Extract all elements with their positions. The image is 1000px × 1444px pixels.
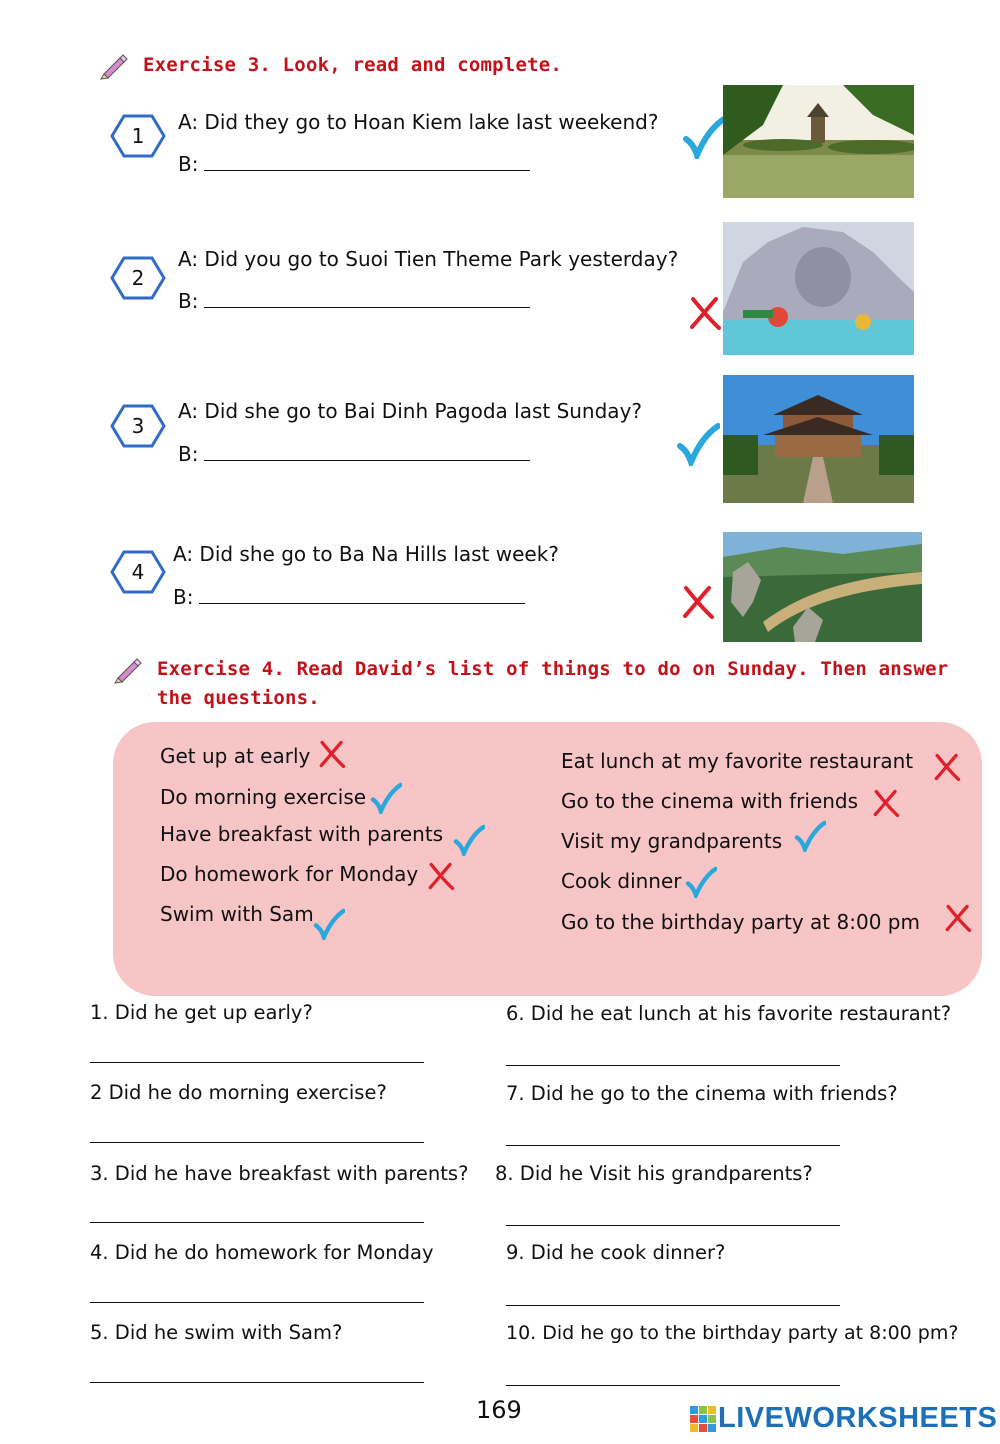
answer-4-row: [173, 583, 525, 609]
todo-item: Have breakfast with parents: [160, 822, 444, 846]
todo-item: Go to the birthday party at 8:00 pm: [561, 910, 920, 934]
checkmark-icon: [685, 866, 717, 898]
checkmark-icon: [794, 820, 826, 852]
answer-line[interactable]: [90, 1222, 424, 1223]
question-2-text: 2 Did he do morning exercise?: [90, 1081, 387, 1104]
checkmark-icon: [370, 782, 402, 814]
checkmark-icon: [313, 908, 345, 940]
liveworksheets-logo-icon: [690, 1406, 716, 1432]
todo-item: Go to the cinema with friends: [561, 789, 859, 813]
question-6-text: 6. Did he eat lunch at his favorite restaurant?: [506, 1002, 952, 1025]
answer-prefix: B:: [173, 585, 194, 609]
cross-icon: [318, 740, 346, 768]
pencil-icon: [98, 50, 128, 80]
answer-prefix: B:: [178, 442, 199, 466]
checkmark-icon: [682, 115, 726, 159]
checkmark-icon: [676, 422, 720, 466]
cross-icon: [681, 585, 715, 619]
bai-dinh-pagoda-photo: [723, 375, 914, 503]
exercise4-title-line2: the questions.: [157, 687, 320, 709]
answer-line[interactable]: [506, 1225, 840, 1226]
exercise4-title-line1: Exercise 4. Read David’s list of things to do on Sunday. Then answer: [157, 658, 949, 680]
number-4-hexagon: 4: [110, 550, 166, 594]
todo-item: Swim with Sam: [160, 902, 314, 926]
question-1-text: 1. Did he get up early?: [90, 1001, 313, 1024]
pencil-icon: [112, 654, 142, 684]
answer-4-blank[interactable]: [199, 583, 525, 604]
answer-3-blank[interactable]: [204, 440, 530, 461]
question-2: A: Did you go to Suoi Tien Theme Park yesterday?: [178, 247, 679, 271]
todo-item: Visit my grandparents: [561, 829, 783, 853]
question-9-text: 9. Did he cook dinner?: [506, 1241, 726, 1264]
todo-item: Get up at early: [160, 744, 311, 768]
answer-line[interactable]: [90, 1382, 424, 1383]
question-5-text: 5. Did he swim with Sam?: [90, 1321, 343, 1344]
exercise3-title: Exercise 3. Look, read and complete.: [143, 54, 563, 76]
question-4-text: 4. Did he do homework for Monday: [90, 1241, 434, 1264]
number-3-hexagon: 3: [110, 404, 166, 448]
todo-item: Eat lunch at my favorite restaurant: [561, 749, 914, 773]
number-2-hexagon: 2: [110, 256, 166, 300]
question-3: A: Did she go to Bai Dinh Pagoda last Sunday?: [178, 399, 643, 423]
question-4: A: Did she go to Ba Na Hills last week?: [173, 542, 559, 566]
question-8-text: 8. Did he Visit his grandparents?: [495, 1162, 813, 1185]
todo-item: Cook dinner: [561, 869, 682, 893]
answer-prefix: B:: [178, 152, 199, 176]
answer-1-blank[interactable]: [204, 150, 530, 171]
answer-1-row: [178, 150, 530, 176]
answer-2-blank[interactable]: [204, 287, 530, 308]
cross-icon: [872, 789, 900, 817]
todo-item: Do morning exercise: [160, 785, 367, 809]
answer-line[interactable]: [506, 1385, 840, 1386]
question-1: A: Did they go to Hoan Kiem lake last weekend?: [178, 110, 659, 134]
answer-line[interactable]: [506, 1145, 840, 1146]
todo-item: Do homework for Monday: [160, 862, 419, 886]
checkmark-icon: [453, 824, 485, 856]
hoan-kiem-lake-photo: [723, 85, 914, 198]
cross-icon: [688, 296, 722, 330]
page-number: 169: [476, 1396, 522, 1424]
cross-icon: [427, 862, 455, 890]
question-7-text: 7. Did he go to the cinema with friends?: [506, 1082, 898, 1105]
answer-line[interactable]: [90, 1142, 424, 1143]
answer-2-row: [178, 287, 530, 313]
answer-line[interactable]: [506, 1065, 840, 1066]
answer-3-row: [178, 440, 530, 466]
question-3-text: 3. Did he have breakfast with parents?: [90, 1162, 469, 1185]
number-1-hexagon: 1: [110, 114, 166, 158]
answer-prefix: B:: [178, 289, 199, 313]
cross-icon: [944, 904, 972, 932]
cross-icon: [933, 753, 961, 781]
answer-line[interactable]: [506, 1305, 840, 1306]
question-10-text: 10. Did he go to the birthday party at 8:00 pm?: [506, 1322, 959, 1344]
liveworksheets-brand: LIVEWORKSHEETS: [718, 1402, 998, 1434]
ba-na-hills-photo: [723, 532, 922, 642]
answer-line[interactable]: [90, 1302, 424, 1303]
answer-line[interactable]: [90, 1062, 424, 1063]
suoi-tien-park-photo: [723, 222, 914, 355]
